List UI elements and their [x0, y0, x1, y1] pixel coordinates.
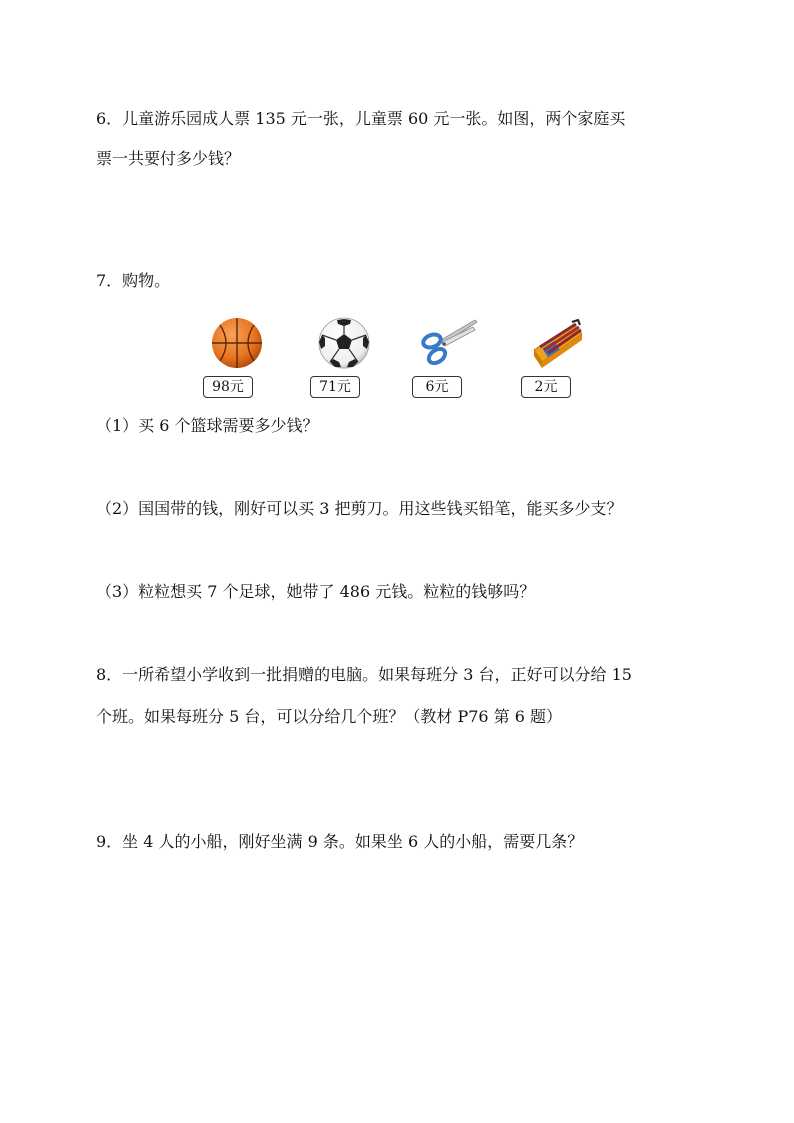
basketball-icon	[210, 316, 264, 370]
pencil-box-icon	[528, 316, 588, 372]
scissors-icon	[419, 316, 479, 370]
shop-item-pencil-box	[521, 316, 591, 400]
question-7-part-2: （2）国国带的钱，刚好可以买 3 把剪刀。用这些钱买铅笔，能买多少支？	[96, 499, 623, 518]
question-7-part-1: （1）买 6 个篮球需要多少钱？	[96, 416, 319, 435]
question-8-line-1: 8．一所希望小学收到一批捐赠的电脑。如果每班分 3 台，正好可以分给 15	[96, 665, 632, 684]
price-tag: 6元	[412, 376, 462, 398]
shop-item-soccer-ball	[310, 316, 380, 400]
shop-item-scissors	[412, 316, 482, 400]
question-9-line-1: 9．坐 4 人的小船，刚好坐满 9 条。如果坐 6 人的小船，需要几条？	[96, 832, 584, 851]
price-tag: 71元	[310, 376, 360, 398]
price-tag: 98元	[203, 376, 253, 398]
question-7-part-3: （3）粒粒想买 7 个足球，她带了 486 元钱。粒粒的钱够吗？	[96, 582, 536, 601]
shop-item-basketball	[203, 316, 273, 400]
soccer-ball-icon	[317, 316, 371, 370]
question-8-line-2: 个班。如果每班分 5 台，可以分给几个班？（教材 P76 第 6 题）	[96, 707, 563, 726]
question-7-title: 7．购物。	[96, 271, 171, 290]
price-tag: 2元	[521, 376, 571, 398]
question-6-line-2: 票一共要付多少钱？	[96, 149, 241, 168]
question-6-line-1: 6．儿童游乐园成人票 135 元一张，儿童票 60 元一张。如图，两个家庭买	[96, 109, 626, 128]
